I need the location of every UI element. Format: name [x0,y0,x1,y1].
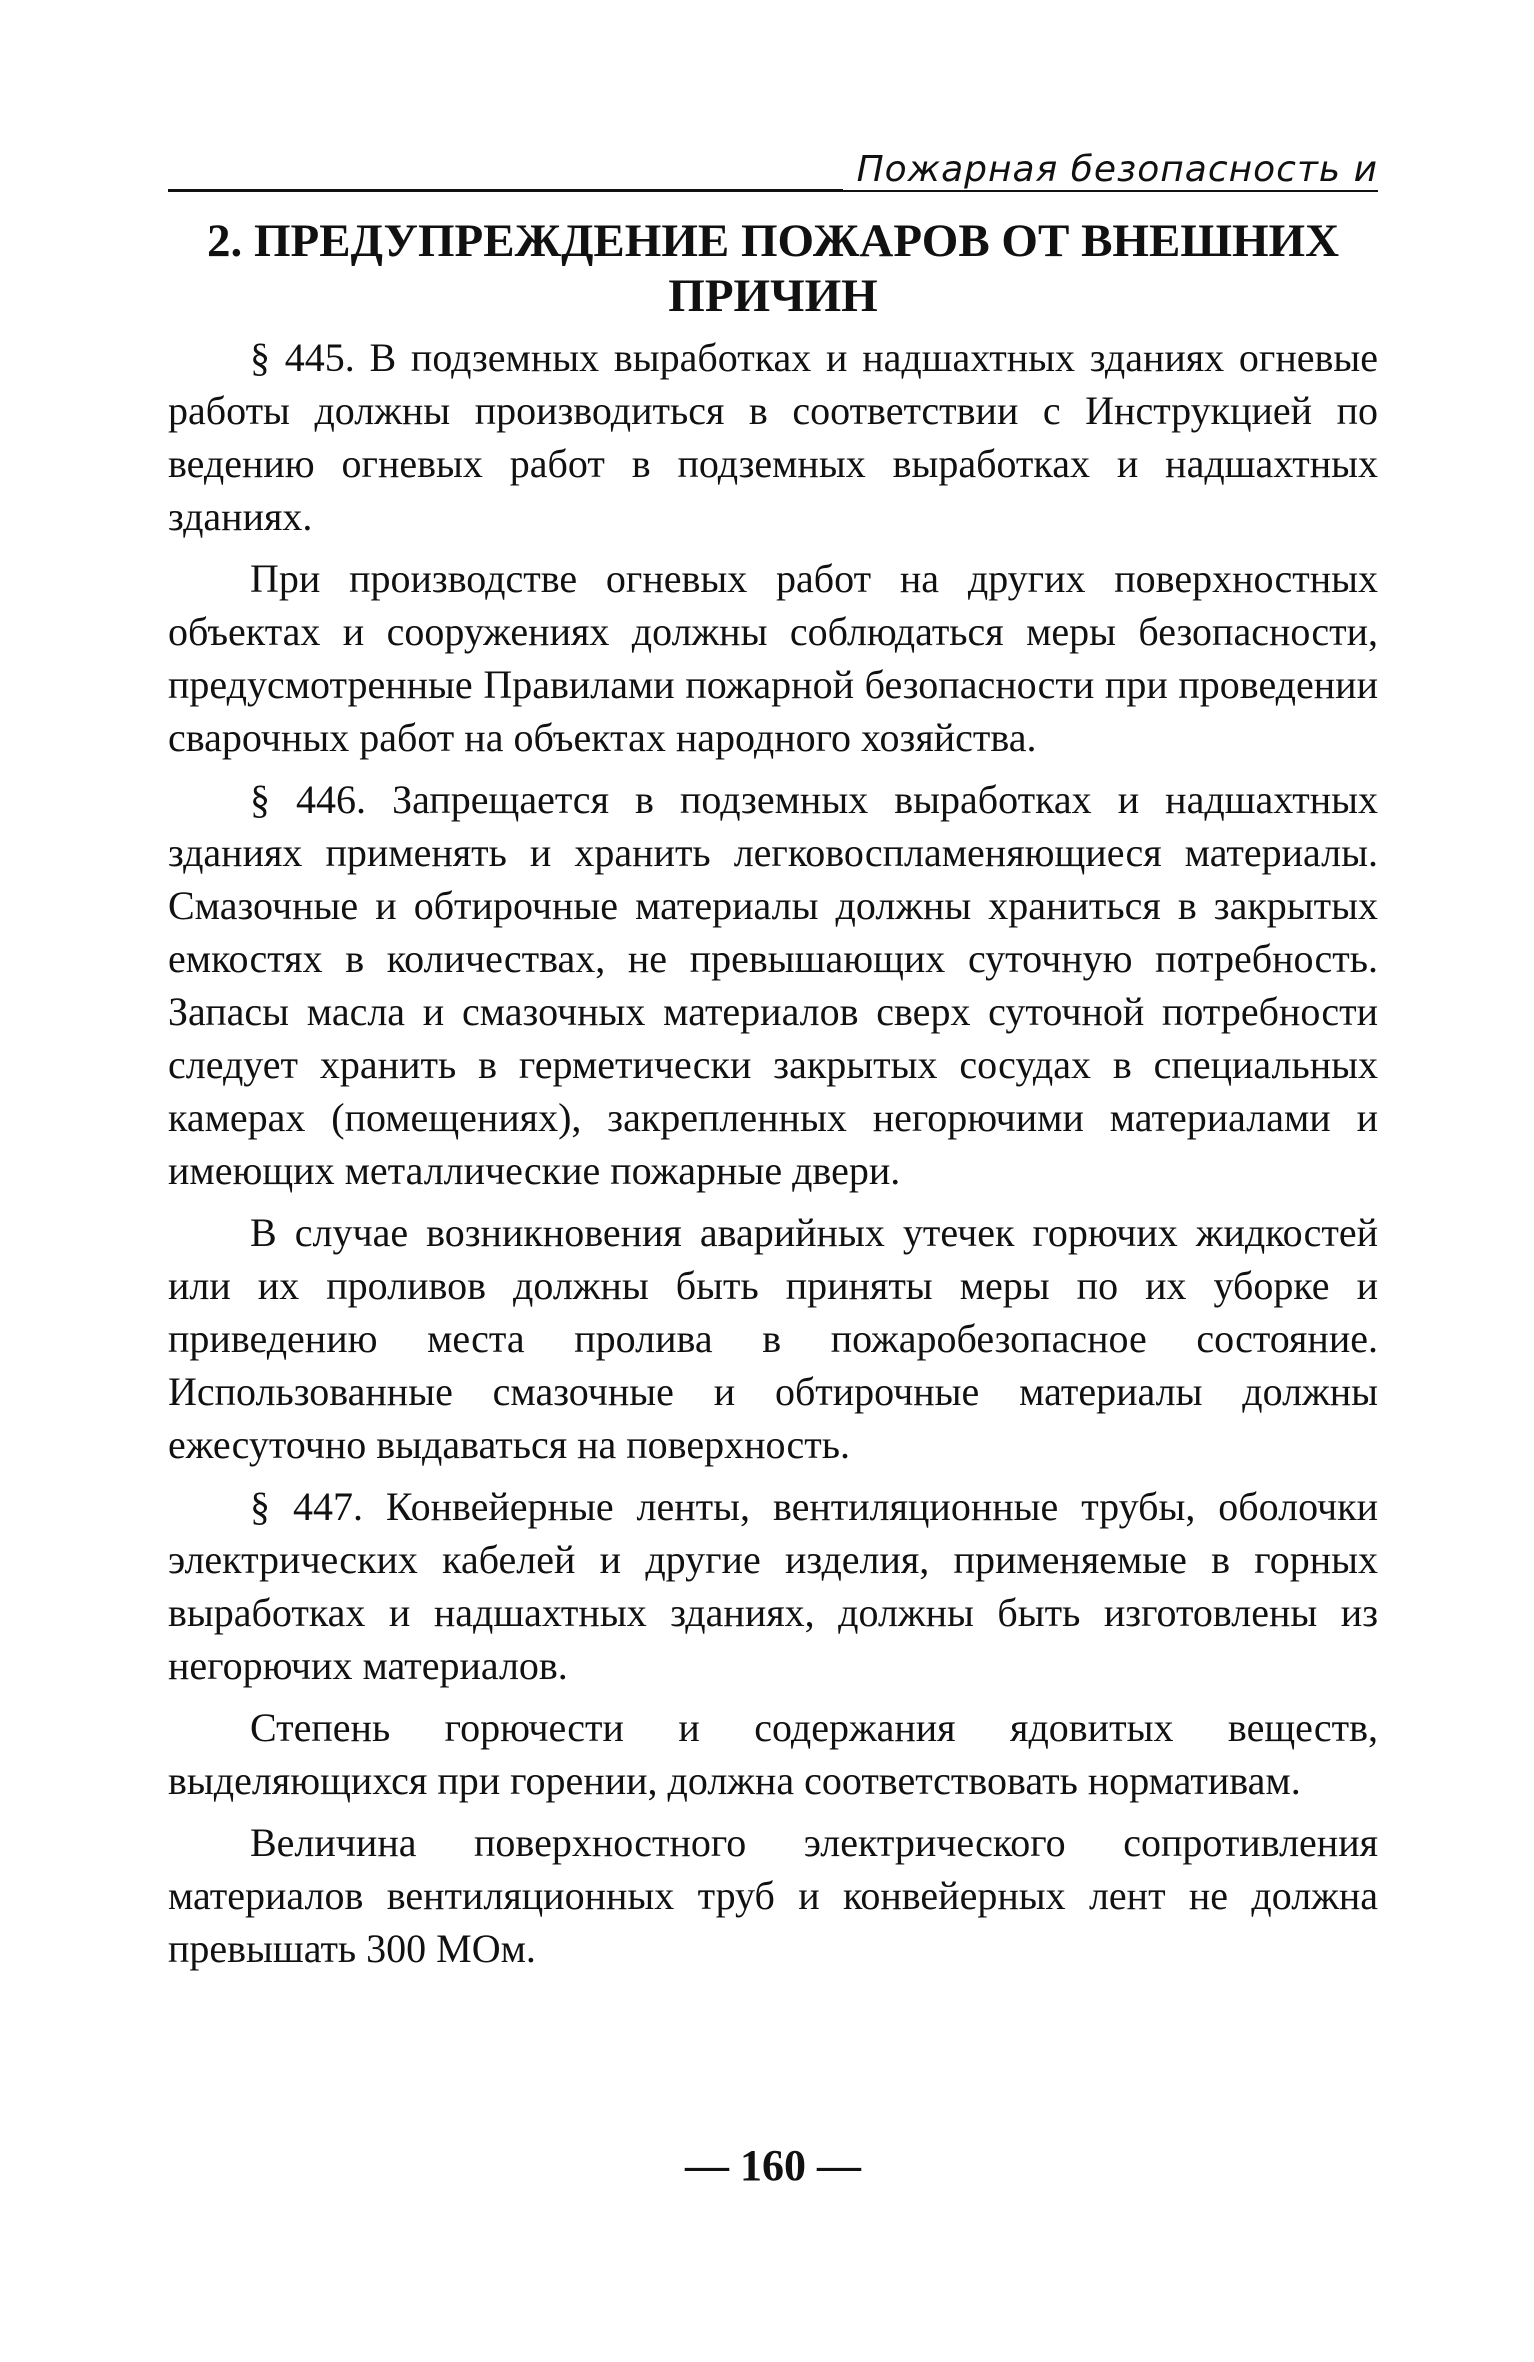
paragraph-447-flammability: Степень горючести и содержания ядовитых веществ, выделяющихся при горении, должна соответствовать нормативам. [168,1705,1378,1803]
running-header [168,148,1378,194]
paragraph-446: § 446. Запрещается в подземных выработках и надшахтных зданиях применять и хранить легковоспламеняющиеся материалы. Смазочные и обтирочные материалы должны храниться в закрытых емкостях в количествах, не превышающих суточную потребность. Запасы масла и смазочных материалов сверх суточной потребности следует хранить в герметически закрытых сосудах в специальных камерах (помещениях), закрепленных негорючими материалами и имеющих металлические пожарные двери. [168,777,1378,1193]
section-heading [168,214,1378,324]
running-title: Пожарная безопасность и [843,149,1378,190]
section-title-line-2: ПРИЧИН [668,270,878,322]
paragraph-447: § 447. Конвейерные ленты, вентиляционные трубы, оболочки электрических кабелей и другие изделия, применяемые в горных выработках и надшахтных зданиях, должны быть изготовлены из негорючих материалов. [168,1484,1378,1688]
page-number: — 160 — [685,2141,861,2190]
paragraph-446-spills: В случае возникновения аварийных утечек горючих жидкостей или их проливов должны быть приняты меры по их уборке и приведению места пролива в пожаробезопасное состояние. Использованные смазочные и обтирочные материалы должны ежесуточно выдаваться на поверхность. [168,1210,1378,1467]
paragraph-447-resistance: Величина поверхностного электрического сопротивления материалов вентиляционных труб и конвейерных лент не должна превышать 300 МОм. [168,1820,1378,1971]
section-title-line-1: 2. ПРЕДУПРЕЖДЕНИЕ ПОЖАРОВ ОТ ВНЕШНИХ [206,215,1340,267]
body-text [168,331,1378,1975]
paragraph-445: § 445. В подземных выработках и надшахтных зданиях огневые работы должны производиться в соответствии с Инструкцией по ведению огневых работ в подземных выработках и надшахтных зданиях. [168,335,1378,539]
paragraph-445-welding: При производстве огневых работ на других поверхностных объектах и сооружениях должны соблюдаться меры безопасности, предусмотренные Правилами пожарной безопасности при проведении сварочных работ на объектах народного хозяйства. [168,556,1378,760]
